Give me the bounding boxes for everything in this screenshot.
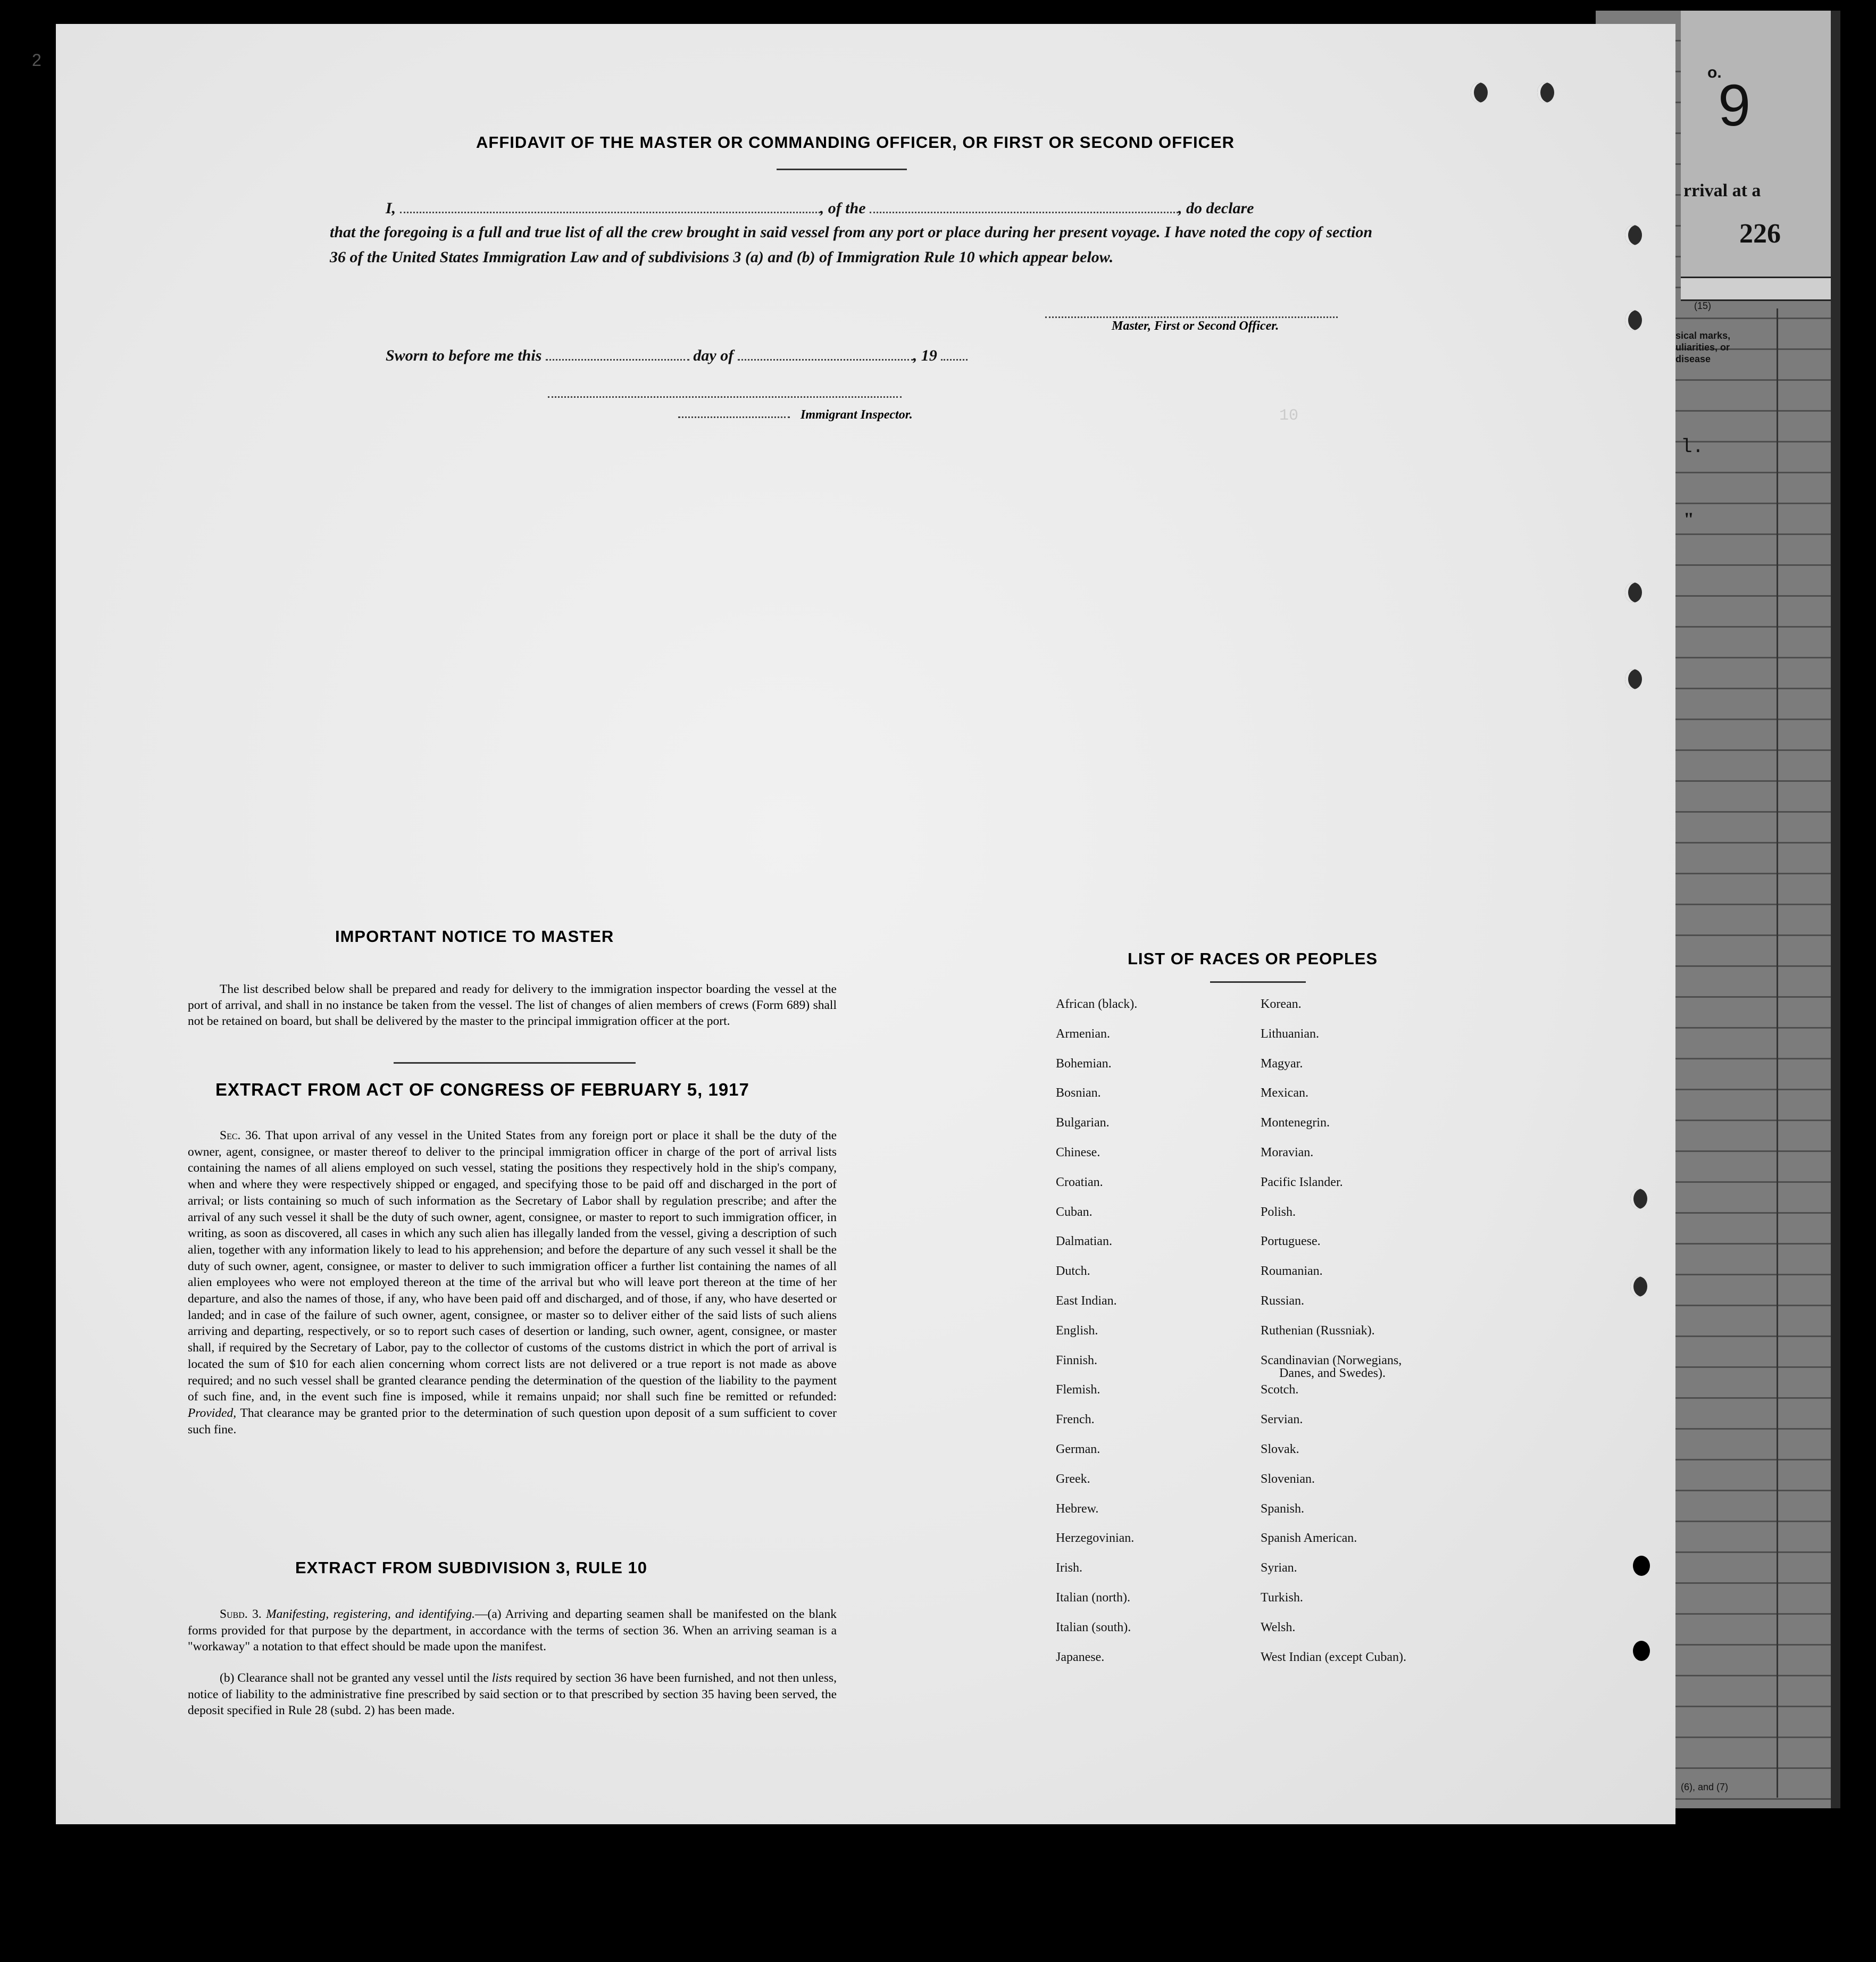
under-cell-2: " bbox=[1683, 508, 1694, 530]
under-column-band bbox=[1681, 277, 1840, 301]
race-item: West Indian (except Cuban). bbox=[1261, 1650, 1406, 1664]
race-item: Finnish. bbox=[1056, 1353, 1098, 1367]
under-column-15: (15) bbox=[1694, 300, 1712, 311]
year-blank bbox=[941, 349, 968, 361]
under-arrival-label: rrival at a bbox=[1683, 181, 1761, 201]
race-item: Scotch. bbox=[1261, 1383, 1299, 1397]
races-title-rule bbox=[1210, 981, 1306, 983]
race-item: Dalmatian. bbox=[1056, 1234, 1112, 1249]
race-item: Slovenian. bbox=[1261, 1472, 1315, 1486]
punch-hole bbox=[1630, 1276, 1647, 1297]
race-item: Italian (north). bbox=[1056, 1591, 1130, 1605]
affidavit-body: that the foregoing is a full and true list of all the crew brought in said vessel from any port or place during her present voyage. I have noted the copy of section 36 of the United States Immigration Law and of subdivisions 3 (a) and (b) of Immigration Rule 10 which appear below. bbox=[330, 223, 1372, 266]
under-cell-1: l. bbox=[1681, 436, 1704, 458]
act-body: That upon arrival of any vessel in the United States from any foreign port or place it shall be the duty of the owner, agent, consignee, or master thereof to deliver to the principal immigration officer in charge of the port of arrival lists containing the names of all aliens employed on such vessel, stating the positions they respectively hold in the ship's company, when and where they were respectively shipped or engaged, and specifying those to be paid off and discharged in the port of arrival; or lists containing so much of such information as the Secretary of Labor shall by regulation prescribe; and after the arrival of any such vessel it shall be the duty of such owner, agent, consignee, or master to report to such immigration officer, in writing, as soon as discovered, all cases in which any such alien has illegally landed from the vessel, giving a description of such alien, together with any information likely to lead to his apprehension; and before the departure of any such vessel it shall be the duty of such owner, agent, consignee, or master to deliver to such immigration officer a further list containing the names of all alien employees who were not employed thereon at the time of the arrival but who will leave port thereon at the time of her departure, and also the names of those, if any, who have been paid off and discharged, and of those, if any, who have deserted or landed; and in case of the failure of such owner, agent, consignee, or master so to deliver either of the said lists of such aliens arriving and departing, respectively, or so to report such cases of desertion or landing, such owner, agent, consignee, or master shall, if required by the Secretary of Labor, pay to the collector of customs of the customs district in which the port of arrival is located the sum of $10 for each alien concerning whom correct lists are not delivered or a true report is not made as above required; and no such vessel shall be granted clearance pending the determination of the question of the liability to the payment of such fine, and, in the event such fine is imposed, while it remains unpaid; nor shall such fine be remitted or refunded: bbox=[188, 1129, 837, 1404]
affidavit-declaration-line bbox=[386, 199, 1254, 218]
vessel-blank bbox=[870, 202, 1178, 213]
affidavit-title: AFFIDAVIT OF THE MASTER OR COMMANDING OFFICER, OR FIRST OR SECOND OFFICER bbox=[476, 133, 1235, 152]
bleed-through-text bbox=[614, 439, 624, 457]
punch-hole bbox=[1625, 225, 1642, 245]
race-item: Scandinavian (Norwegians, bbox=[1261, 1353, 1402, 1367]
under-column-header: sical marks, uliarities, or disease bbox=[1675, 330, 1731, 364]
race-item: Irish. bbox=[1056, 1561, 1082, 1575]
race-item: African (black). bbox=[1056, 997, 1138, 1011]
race-item: Ruthenian (Russniak). bbox=[1261, 1323, 1375, 1338]
act-provided: Provided, bbox=[188, 1406, 237, 1420]
sworn-label: Sworn to before me this bbox=[386, 347, 542, 364]
subdivision-b-start: (b) Clearance shall not be granted any vessel until the bbox=[220, 1671, 489, 1685]
affidavit-title-rule bbox=[777, 169, 907, 170]
race-item: Dutch. bbox=[1056, 1264, 1090, 1279]
race-item: Bosnian. bbox=[1056, 1086, 1101, 1100]
affidavit-do-declare: , do declare bbox=[1178, 199, 1254, 217]
punch-hole bbox=[1625, 310, 1642, 330]
subdivision-label: Subd. 3. bbox=[220, 1607, 262, 1621]
punch-hole bbox=[1471, 82, 1488, 103]
race-item: Polish. bbox=[1261, 1205, 1296, 1219]
name-blank bbox=[400, 202, 820, 213]
race-item: Croatian. bbox=[1056, 1175, 1103, 1189]
bleed-through-text: 10 bbox=[1279, 407, 1577, 425]
race-item: Magyar. bbox=[1261, 1056, 1303, 1071]
race-item: Russian. bbox=[1261, 1294, 1305, 1308]
inspector-dots bbox=[678, 416, 790, 418]
under-sheet-edge bbox=[1831, 11, 1840, 1808]
act-section-label: Sec. 36. bbox=[220, 1129, 261, 1142]
race-item: Spanish American. bbox=[1261, 1531, 1357, 1546]
race-item: French. bbox=[1056, 1413, 1095, 1427]
race-item: Mexican. bbox=[1261, 1086, 1308, 1100]
race-item: Lithuanian. bbox=[1261, 1026, 1319, 1041]
subdivision-b-end: required by section 36 have been furnished, and not then unless, notice of liability to the administrative fine prescribed by said section or to that prescribed by section 35 having been served, the deposit specified in Rule 28 (subd. 2) has been made. bbox=[188, 1671, 837, 1717]
master-caption: Master, First or Second Officer. bbox=[1112, 319, 1279, 333]
race-item: Italian (south). bbox=[1056, 1620, 1131, 1634]
race-item: Korean. bbox=[1261, 997, 1302, 1011]
races-title: LIST OF RACES OR PEOPLES bbox=[1128, 949, 1378, 968]
subdivision-a bbox=[188, 1606, 837, 1655]
subdivision-heading: Manifesting, registering, and identifying. bbox=[266, 1607, 476, 1621]
year-label: , 19 bbox=[913, 347, 937, 364]
under-footer: (6), and (7) bbox=[1681, 1782, 1729, 1792]
under-no-label: o. bbox=[1707, 64, 1722, 81]
race-item: Chinese. bbox=[1056, 1146, 1100, 1159]
race-item: Welsh. bbox=[1261, 1620, 1296, 1634]
race-item: Moravian. bbox=[1261, 1146, 1314, 1159]
under-page-number: 226 bbox=[1739, 219, 1781, 249]
punch-hole bbox=[1537, 82, 1554, 103]
race-item: Spanish. bbox=[1261, 1501, 1305, 1516]
inspector-signature-line bbox=[548, 396, 902, 398]
notice-body: The list described below shall be prepared and ready for delivery to the immigration inspector boarding the vessel at the port of arrival, and shall in no instance be taken from the vessel. The list of changes of alien members of crews (Form 689) shall not be retained on board, but shall be delivered by the master to the principal immigration officer at the port. bbox=[188, 982, 837, 1028]
race-item: Greek. bbox=[1056, 1472, 1090, 1486]
race-item: Armenian. bbox=[1056, 1026, 1110, 1041]
under-sheet-number: 9 bbox=[1718, 73, 1751, 138]
day-of-label: day of bbox=[693, 347, 734, 364]
race-item: Bohemian. bbox=[1056, 1056, 1112, 1071]
punch-hole bbox=[1633, 1556, 1650, 1576]
race-item: Syrian. bbox=[1261, 1561, 1297, 1575]
race-item: East Indian. bbox=[1056, 1294, 1117, 1308]
affidavit-of-the: , of the bbox=[820, 199, 866, 217]
notice-title: IMPORTANT NOTICE TO MASTER bbox=[335, 927, 614, 946]
punch-hole bbox=[1625, 669, 1642, 689]
race-item: Portuguese. bbox=[1261, 1234, 1321, 1249]
document-page bbox=[56, 24, 1675, 1824]
notice-rule bbox=[394, 1062, 636, 1064]
race-item: Bulgarian. bbox=[1056, 1116, 1110, 1130]
race-item: Danes, and Swedes). bbox=[1279, 1366, 1386, 1380]
subdivision-b bbox=[188, 1670, 837, 1719]
subdivision-title: EXTRACT FROM SUBDIVISION 3, RULE 10 bbox=[295, 1558, 647, 1577]
race-item: Roumanian. bbox=[1261, 1264, 1323, 1279]
master-signature-line bbox=[1045, 316, 1338, 318]
race-item: Hebrew. bbox=[1056, 1501, 1099, 1516]
race-item: English. bbox=[1056, 1323, 1098, 1338]
race-item: Turkish. bbox=[1261, 1591, 1303, 1605]
act-section-36 bbox=[188, 1128, 837, 1438]
race-item: Japanese. bbox=[1056, 1650, 1105, 1664]
act-body-end: That clearance may be granted prior to the determination of such question upon deposit of a sum sufficient to cover such fine. bbox=[188, 1406, 837, 1437]
affidavit-i-label: I, bbox=[386, 199, 396, 217]
under-column-divider bbox=[1777, 308, 1778, 1798]
day-blank bbox=[546, 349, 689, 361]
act-title: EXTRACT FROM ACT OF CONGRESS OF FEBRUARY 5, 1917 bbox=[215, 1080, 749, 1099]
subdivision-b-lists: lists bbox=[491, 1671, 512, 1685]
margin-mark: 2 bbox=[32, 51, 41, 70]
sworn-line bbox=[386, 347, 968, 365]
subdivision-a-text: —(a) Arriving and departing seamen shall be manifested on the blank forms provided for that purpose by the department, in accordance with the terms of section 36. When an arriving seaman is a "workaway" a notation to that effect should be made upon the manifest. bbox=[188, 1607, 837, 1654]
race-item: Montenegrin. bbox=[1261, 1116, 1330, 1130]
race-item: Herzegovinian. bbox=[1056, 1531, 1135, 1546]
race-item: German. bbox=[1056, 1442, 1100, 1456]
inspector-caption: Immigrant Inspector. bbox=[801, 408, 913, 422]
month-blank bbox=[738, 349, 913, 361]
race-item: Servian. bbox=[1261, 1413, 1303, 1427]
race-item: Cuban. bbox=[1056, 1205, 1093, 1219]
race-item: Flemish. bbox=[1056, 1383, 1100, 1397]
race-item: Slovak. bbox=[1261, 1442, 1299, 1456]
punch-hole bbox=[1625, 582, 1642, 603]
race-item: Pacific Islander. bbox=[1261, 1175, 1343, 1189]
punch-hole bbox=[1633, 1641, 1650, 1661]
punch-hole bbox=[1630, 1189, 1647, 1209]
